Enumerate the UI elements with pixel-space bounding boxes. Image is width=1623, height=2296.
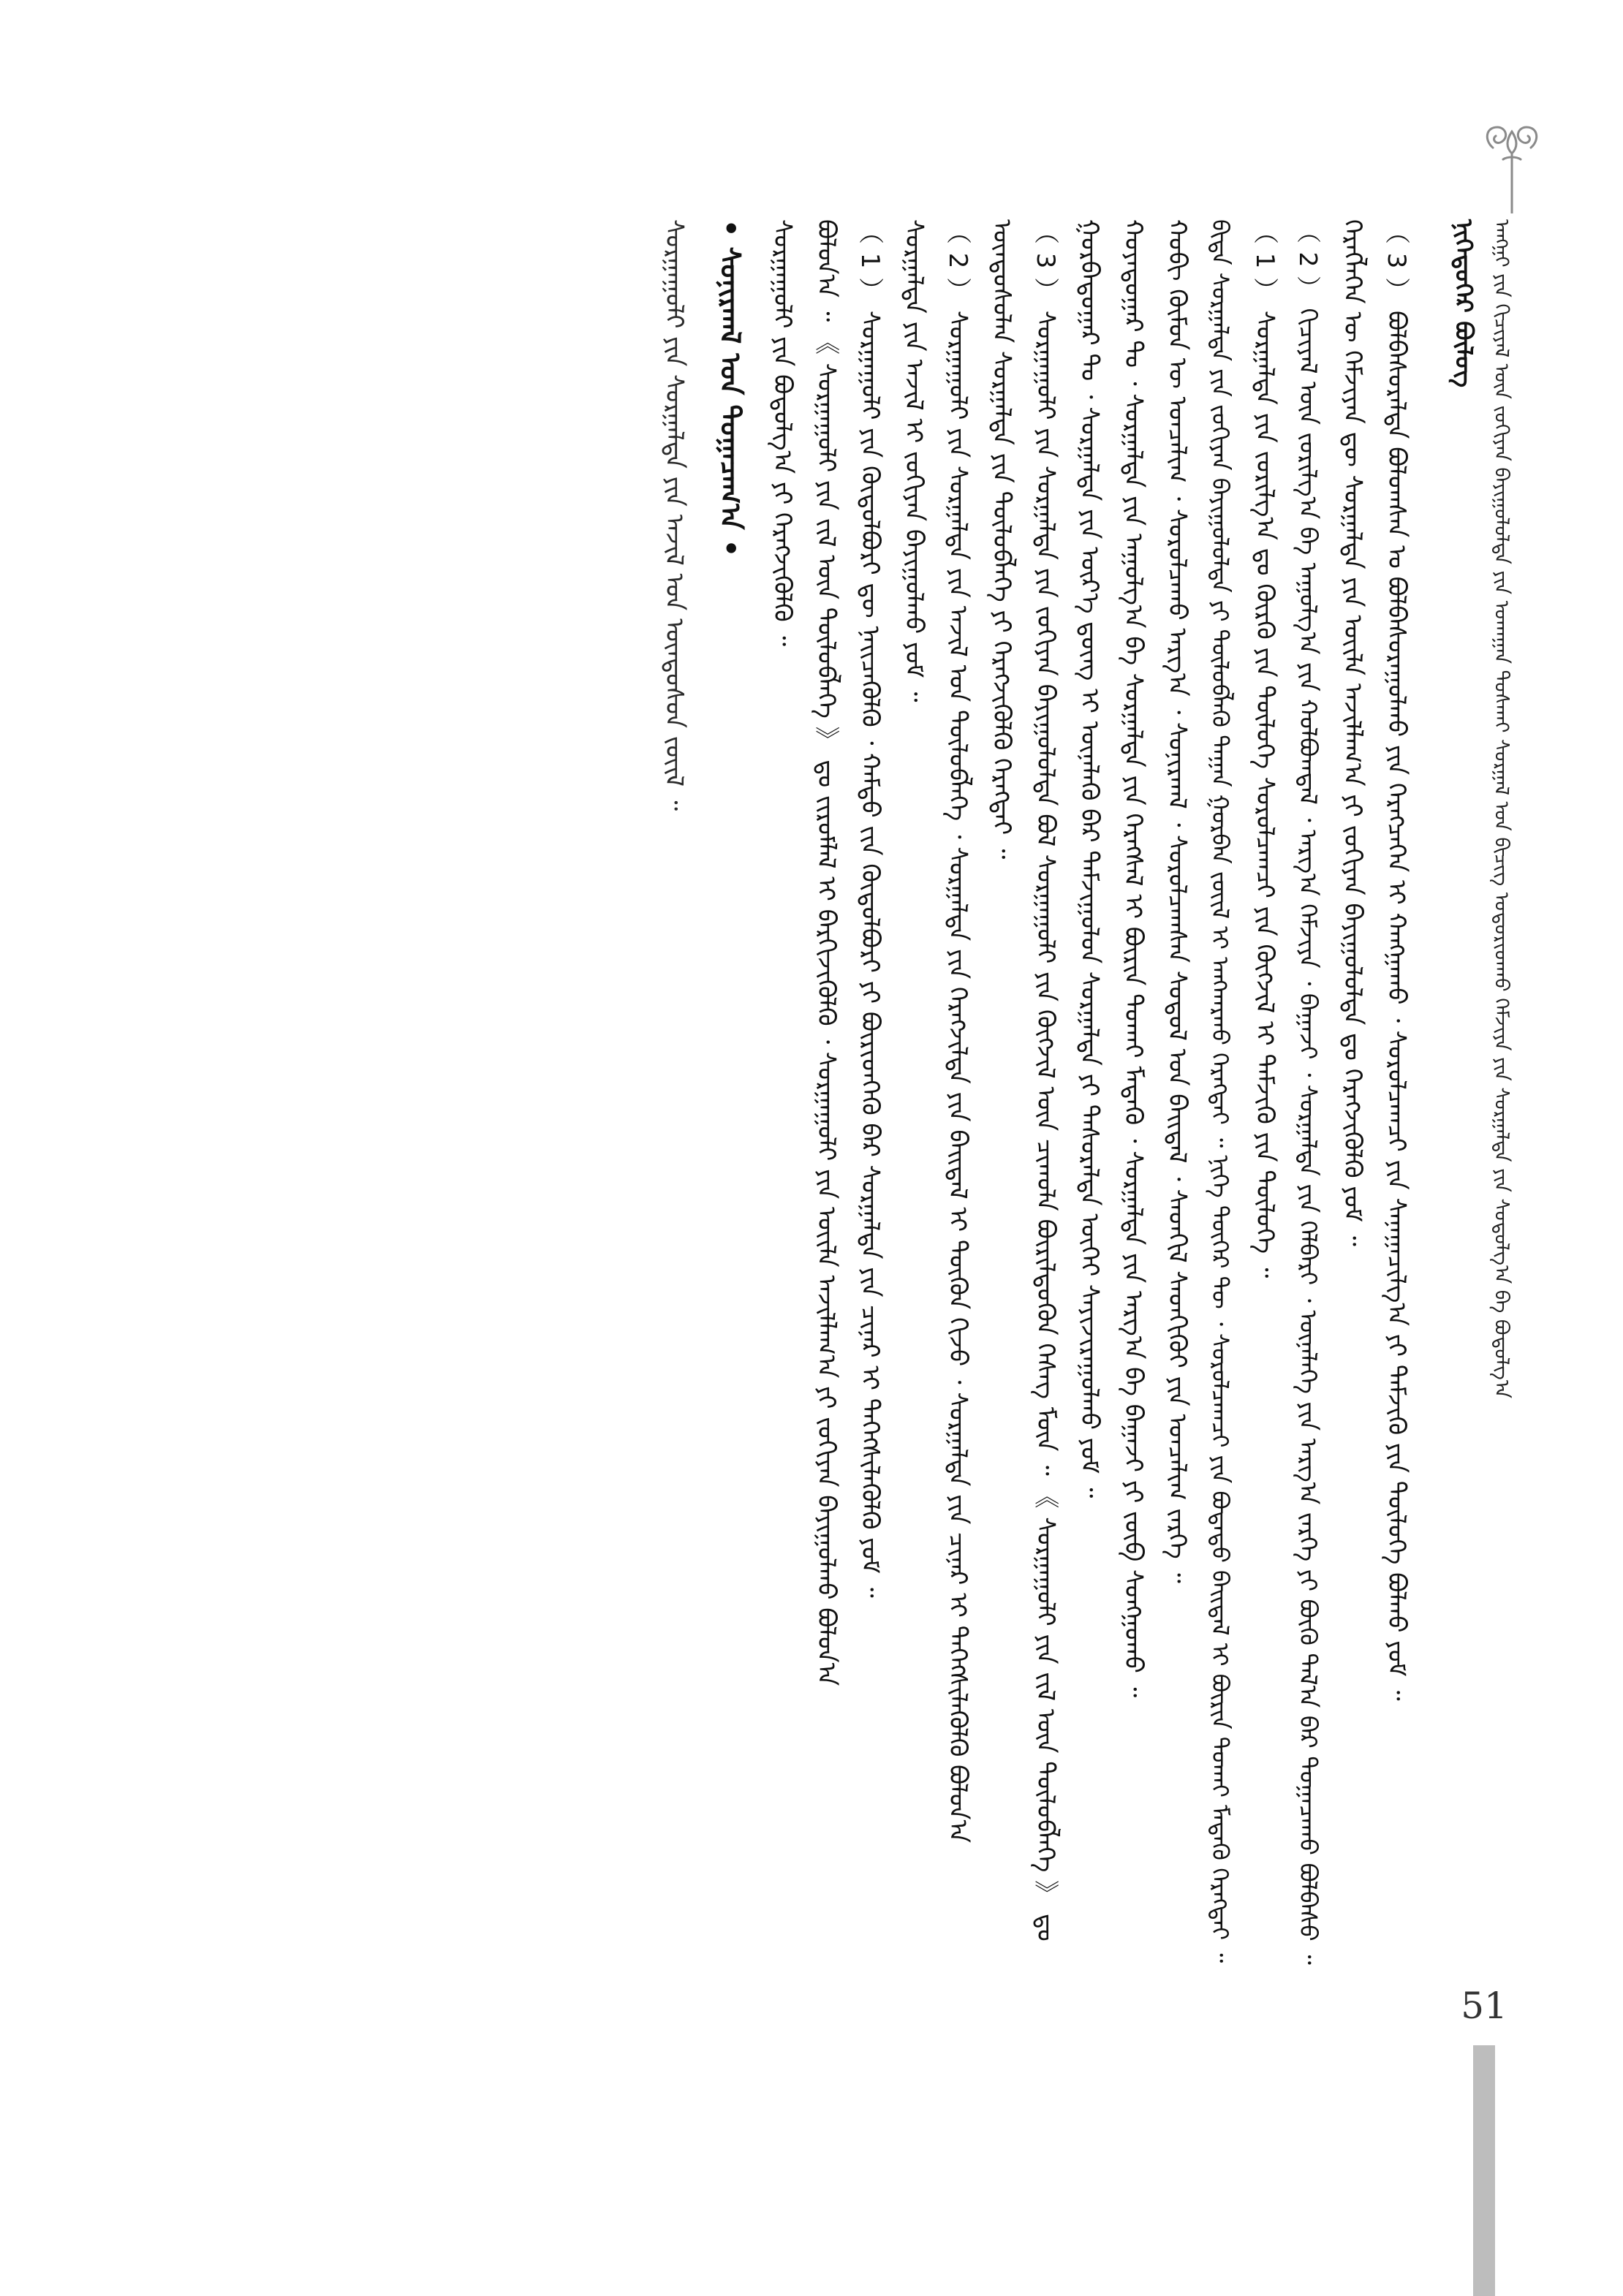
chapter-title: ᠨᠢᠭᠡᠳᠦᠭᠡᠷ ᠪᠦᠯᠦᠭ <box>1450 219 1478 387</box>
text-column: （ 3 ） ᠪᠣᠯᠪᠠᠰᠤᠷᠠᠯᠲᠠ ᠪᠣᠯᠤᠭᠰᠠᠨ ᠤ ᠪᠣᠯᠪᠠᠰᠤᠷᠠᠭᠤᠯᠬᠤ ᠶᠢᠨ ᠬᠡᠷᠡᠭᠴᠡᠭᠡᠨ ᠢ ᠬᠠᠩᠭᠠᠬᠤ ᠂ ᠰᠤᠷᠤᠯᠴᠠᠭᠴᠢ ᠶᠢᠨ ᠰᠠᠨᠠᠭᠠᠴᠢᠯᠭ᠎ᠠ ᠶᠢ ᠳᠡᠮᠵᠢᠬᠦ ᠶᠢᠨ ᠲᠥᠯᠦᠭᠡ ᠪᠣᠯᠬᠤ ᠶᠤᠮ ᠃ <box>1382 219 1411 1701</box>
text-column: （ 2 ） ᠰᠤᠷᠭᠠᠭᠤᠯᠢ ᠶᠢᠨ ᠰᠤᠷᠭᠠᠯᠲᠠ ᠶᠢᠨ ᠠᠵᠢᠯ ᠤᠨ ᠲᠥᠯᠥᠪᠯᠡᠭᠡ ᠂ ᠰᠤᠷᠭᠠᠯᠲᠠ ᠶᠢᠨ ᠬᠡᠷᠡᠭᠵᠢᠯᠲᠡ ᠶᠢᠨ ᠪᠠᠢᠳᠠᠯ ᠢ ᠳᠦᠭᠦᠨ ᠬᠢᠵᠦ ᠂ ᠰᠤᠷᠭᠠᠯᠲᠠ ᠶᠢᠨ ᠴᠢᠨᠠᠷ ᠢ ᠳᠡᠭᠡᠭᠰᠢᠯᠡᠭᠦᠯᠬᠦ ᠪᠣᠯᠤᠨ᠎ᠠ <box>943 219 972 1844</box>
flourish-ornament-icon <box>1481 118 1543 213</box>
text-column: （ 2 ） ᠬᠢᠴᠢᠶᠡᠯ ᠦᠨ ᠵᠣᠷᠢᠯᠭ᠎ᠠ ᠪᠠ ᠠᠭᠤᠯᠭ᠎ᠠ ᠶᠢᠨ ᠬᠣᠯᠪᠣᠭᠳᠠᠯ ᠂ ᠠᠷᠭ᠎ᠠ ᠬᠡᠮᠵᠢᠶᠡ ᠂ ᠪᠠᠭᠠᠵᠢ ᠂ ᠰᠤᠷᠭᠠᠯᠲᠠ ᠶᠢᠨ ᠬᠡᠯᠪᠡᠷᠢ ᠂ ᠦᠨᠡᠯᠡᠭᠡ ᠶᠢᠨ ᠠᠷᠭ᠎ᠠ ᠵᠡᠷᠭᠡ ᠶᠢ ᠪᠦᠬᠦ ᠳᠠᠯ᠎ᠠ ᠪᠡᠷ ᠲᠣᠭᠠᠴᠠᠬᠤ ᠪᠣᠯᠪᠠᠰᠤ ᠃ <box>1294 219 1323 1965</box>
page-number: 51 <box>1461 1985 1507 2027</box>
text-column: （ 1 ） ᠰᠤᠷᠭᠠᠯᠲᠠ ᠶᠢᠨ ᠵᠣᠷᠢᠯᠭ᠎ᠠ ᠳᠤ ᠬᠦᠷᠬᠦ ᠶᠢᠨ ᠲᠥᠯᠦᠭᠡ ᠰᠤᠷᠤᠯᠴᠠᠭᠴᠢ ᠶᠢᠨ ᠬᠥᠭᠵᠢᠯ ᠢ ᠳᠡᠮᠵᠢᠬᠦ ᠶᠢᠨ ᠲᠥᠯᠦᠭᠡ ᠃ <box>1250 219 1279 1278</box>
text-column: （ 1 ） ᠰᠤᠷᠭᠠᠭᠤᠯᠢ ᠶᠢᠨ ᠬᠥᠲᠥᠯᠪᠦᠷᠢ ᠳᠦ ᠨᠡᠢᠴᠡᠭᠦᠯᠬᠦ ᠂ ᠬᠠᠮᠲᠤ ᠵᠢᠨ ᠬᠥᠲᠥᠯᠪᠦᠷᠢ ᠶᠢ ᠪᠦᠷᠢᠳᠬᠡᠬᠦ ᠪᠡᠷ ᠰᠤᠷᠭᠠᠯᠲᠠ ᠶᠢᠨ ᠴᠢᠨᠠᠷ ᠢ ᠳᠡᠭᠡᠭᠰᠢᠯᠡᠭᠦᠯᠬᠦ ᠶᠤᠮ ᠃ <box>855 219 885 1598</box>
section-heading: • ᠰᠣᠨᠢᠷᠬᠠᠯ ᠤᠨ ᠲᠣᠭᠠᠴᠠᠭ᠎ᠠ • <box>714 219 746 558</box>
text-column: ᠪᠢᠳᠡ ᠰᠤᠷᠭᠠᠯᠲᠠ ᠶᠢᠨ ᠵᠣᠬᠢᠶᠠᠨ ᠪᠠᠶᠢᠭᠤᠯᠤᠯᠲᠠ ᠶᠢ ᠲᠥᠯᠥᠪᠯᠡᠬᠦ ᠳᠠᠭᠠᠨ ᠭᠤᠷᠪᠠᠨ ᠵᠦᠢᠯ ᠢ ᠠᠩᠬᠠᠷᠬᠤ ᠬᠡᠷᠡᠭᠲᠡᠢ ᠃ ᠨᠢᠭᠡ ᠳᠦᠭᠡᠷ ᠲᠦ ᠂ ᠰᠤᠷᠤᠯᠴᠠᠭᠴᠢ ᠶᠢᠨ ᠪᠣᠳᠠᠲᠤ ᠪᠠᠢᠳᠠᠯ ᠢ ᠪᠦᠷᠢᠨ ᠲᠤᠬᠠᠢ ᠮᠡᠳᠡᠬᠦ ᠬᠡᠷᠡᠭᠲᠡᠢ ᠃ <box>1206 219 1234 1963</box>
text-column: ᠬᠣᠶᠠᠳᠤᠭᠠᠷ ᠲᠤ ᠂ ᠰᠤᠷᠭᠠᠯᠲᠠ ᠶᠢᠨ ᠠᠭᠤᠯᠭ᠎ᠠ ᠪᠠ ᠰᠤᠷᠭᠠᠯᠲᠠ ᠶᠢᠨ ᠬᠡᠷᠡᠭᠰᠡᠯ ᠢ ᠪᠦᠷᠢᠨ ᠲᠤᠬᠠᠢ ᠮᠡᠳᠡᠬᠦ ᠂ ᠰᠤᠷᠭᠠᠯᠲᠠ ᠶᠢᠨ ᠠᠷᠭ᠎ᠠ ᠪᠠ ᠪᠠᠭᠠᠵᠢ ᠶᠢ ᠵᠦᠪ ᠰᠣᠩᠭᠣᠬᠤ ᠃ <box>1119 219 1148 1698</box>
running-title: ᠠᠩᠭ᠋ᠢ ᠶᠢᠨ ᠬᠢᠴᠢᠶᠡᠯ ᠦᠨ ᠵᠣᠬᠢᠶᠠᠨ ᠪᠠᠶᠢᠭᠤᠯᠤᠯᠲᠠ ᠶᠢᠨ ᠤᠬᠠᠭᠠᠨ ᠲᠤᠰᠬᠠᠶ ᠰᠤᠷᠭᠠᠯ ᠤᠨ ᠪᠢᠴᠢᠭ ᠤᠳᠤᠷᠢᠳᠬᠤ ᠬᠡᠮᠵᠢᠶᠡ ᠶᠢᠨ ᠰᠤᠷᠭᠠᠯᠲᠠ ᠶᠢᠨ ᠰᠤᠳᠤᠯᠭ᠎ᠠ ᠪᠠ ᠪᠣᠳᠤᠯᠭ᠎ᠠ <box>1490 219 1513 1398</box>
text-column: ᠦᠨᠳᠦᠰᠦᠯᠡᠨ ᠰᠤᠷᠭᠠᠯᠲᠠ ᠶᠢᠨ ᠲᠥᠯᠥᠪᠯᠡᠭᠡ ᠶᠢ ᠬᠡᠷᠡᠭᠵᠢᠭᠦᠯᠬᠦ ᠬᠡᠷᠡᠭᠲᠡᠢ ᠃ <box>987 219 1016 860</box>
text-column: ᠬᠡᠷᠡᠭᠯᠡᠭᠡᠨ ᠦ ᠬᠡᠮᠵᠢᠶᠡᠨ ᠳᠦ ᠰᠤᠷᠭᠠᠯᠲᠠ ᠶᠢᠨ ᠦᠢᠯᠡ ᠠᠵᠢᠯᠯᠠᠭ᠎ᠠ ᠶᠢ ᠵᠣᠬᠢᠶᠠᠨ ᠪᠠᠶᠢᠭᠤᠯᠤᠯᠲᠠ ᠳᠤ ᠬᠡᠷᠡᠭᠵᠢᠭᠦᠯᠬᠦ ᠶᠤᠮ ᠃ <box>1338 219 1367 1246</box>
text-column: ᠭᠤᠷᠪᠠᠳᠤᠭᠠᠷ ᠲᠤ ᠂ ᠰᠤᠷᠭᠠᠯᠲᠠ ᠶᠢᠨ ᠦᠷ᠎ᠡ ᠳ᠋ᠦᠩ ᠢ ᠦᠨᠡᠯᠡᠬᠦ ᠪᠠᠷ ᠳᠠᠮᠵᠢᠭᠤᠯᠤᠨ ᠰᠤᠷᠭᠠᠯᠲᠠ ᠶᠢ ᠲᠠᠰᠤᠷᠠᠯᠲᠠ ᠦᠭᠡᠢ ᠰᠠᠶᠢᠵᠢᠷᠠᠭᠤᠯᠬᠤ ᠶᠤᠮ ᠃ <box>1075 219 1104 1499</box>
text-column: ᠪᠣᠯᠤᠨ᠎ᠠ ᠃ 《 ᠰᠤᠷᠭᠠᠭᠤᠯᠢ ᠶᠢᠨ ᠵᠢᠯ ᠦᠨ ᠲᠥᠯᠥᠪᠯᠡᠭᠡ 》 ᠳᠤ ᠵᠢᠷᠤᠮᠯᠠᠯ ᠢ ᠪᠡᠷᠬᠢᠵᠢᠭᠦᠯᠬᠦ ᠂ ᠰᠤᠷᠭᠠᠭᠤᠯᠢ ᠶᠢᠨ ᠦᠢᠯᠡ ᠠᠵᠢᠯᠯᠠᠭ᠎ᠠ ᠶᠢ ᠵᠣᠬᠢᠶᠠᠨ ᠪᠠᠶᠢᠭᠤᠯᠬᠤ ᠪᠣᠯᠤᠨ᠎ᠠ <box>812 219 841 1686</box>
text-column: ᠬᠤᠪᠢ ᠬᠦᠮᠦᠨ ᠦ ᠣᠨᠴᠠᠯᠢᠭ ᠂ ᠰᠤᠷᠤᠯᠴᠠᠬᠤ ᠠᠷᠭ᠎ᠠ ᠂ ᠰᠤᠨᠢᠷᠬᠠᠯ ᠂ ᠰᠤᠷᠤᠯᠴᠠᠭᠰᠠᠨ ᠰᠤᠳᠤᠯ ᠤᠨ ᠪᠠᠢᠳᠠᠯ ᠂ ᠰᠡᠳᠬᠢᠯ ᠰᠡᠳᠬᠢᠬᠦᠢ ᠶᠢᠨ ᠣᠨᠴᠠᠯᠢᠭ ᠵᠡᠷᠭᠡ ᠃ <box>1162 219 1192 1583</box>
page-edge-bar <box>1473 2045 1495 2296</box>
text-column: ᠰᠤᠷᠭᠠᠯᠲᠠ ᠶᠢᠨ ᠠᠵᠢᠯ ᠢ ᠵᠣᠬᠢᠶᠠᠨ ᠪᠠᠶᠢᠭᠤᠯᠬᠤ ᠶᠤᠮ ᠃ <box>899 219 928 702</box>
footnote-text: ᠰᠤᠷᠭᠠᠭᠤᠯᠢ ᠶᠢᠨ ᠰᠤᠷᠭᠠᠯᠲᠠ ᠶᠢᠨ ᠠᠵᠢᠯ ᠤᠨ ᠦᠨᠳᠦᠰᠦᠨ ᠵᠦᠢᠯ ᠃ <box>659 219 689 811</box>
text-column: ᠰᠤᠷᠭᠠᠭᠤᠯᠢ ᠶᠢᠨ ᠪᠣᠳᠣᠯᠭ᠎ᠠ ᠶᠢ ᠬᠡᠷᠡᠭᠵᠢᠭᠦᠯᠬᠦ ᠃ <box>768 219 797 646</box>
text-column: （ 3 ） ᠰᠤᠷᠭᠠᠭᠤᠯᠢ ᠶᠢᠨ ᠰᠤᠷᠭᠠᠯᠲᠠ ᠶᠢᠨ ᠵᠣᠬᠢᠶᠠᠨ ᠪᠠᠶᠢᠭᠤᠯᠤᠯᠲᠠ ᠪᠣᠯ ᠰᠤᠷᠭᠠᠭᠤᠯᠢ ᠶᠢᠨ ᠬᠥᠭᠵᠢᠯ ᠦᠨ ᠴᠢᠬᠤᠯᠠ ᠪᠦᠷᠢᠯᠳᠦᠬᠦᠨ ᠬᠡᠰᠡᠭ ᠮᠥᠨ ᠃ 《 ᠰᠤᠷᠭᠠᠭᠤᠯᠢ ᠶᠢᠨ ᠵᠢᠯ ᠦᠨ ᠲᠥᠯᠥᠪᠯᠡᠭᠡ 》 ᠳᠤ <box>1031 219 1060 1941</box>
